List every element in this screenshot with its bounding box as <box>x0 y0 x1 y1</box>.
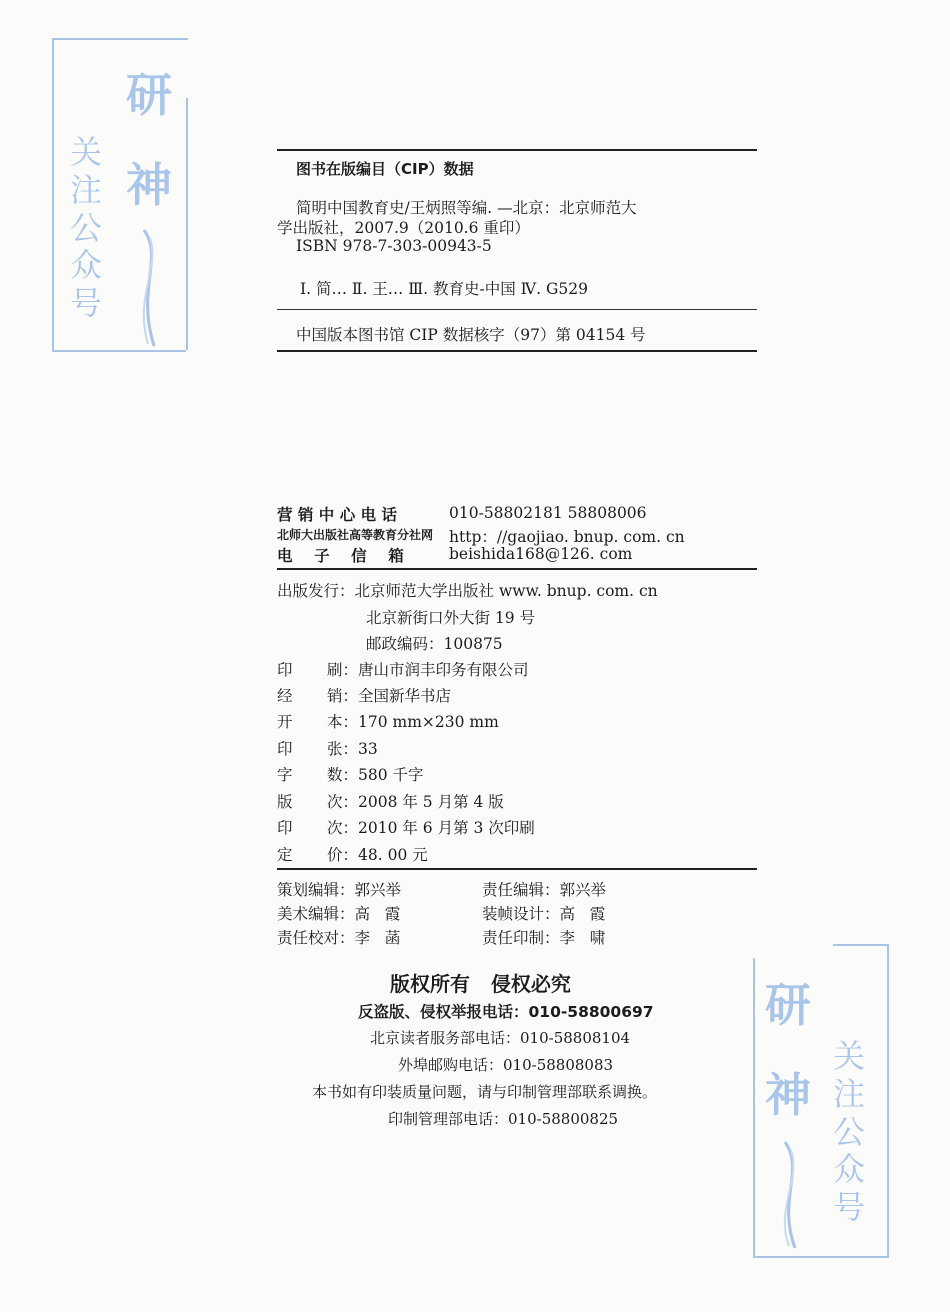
watermark-char: 神 <box>765 1068 811 1122</box>
spec-row <box>277 790 504 812</box>
watermark-column <box>66 134 106 323</box>
watermark-char: 注 <box>69 170 102 209</box>
spec-value: 唐山市润丰印务有限公司 <box>358 661 529 679</box>
cip-classification: Ⅰ. 简… Ⅱ. 王… Ⅲ. 教育史-中国 Ⅳ. G529 <box>300 280 588 298</box>
spec-label: 字 数： <box>277 766 358 784</box>
rights-reader-service: 北京读者服务部电话：010-58808104 <box>370 1029 631 1047</box>
watermark-char: 关 <box>69 133 102 171</box>
watermark-bottom-right <box>753 944 893 1259</box>
spec-label: 印 次： <box>277 819 358 837</box>
spec-value: 580 千字 <box>358 766 424 784</box>
editor-binding: 装帧设计：高 霞 <box>482 905 606 923</box>
cip-isbn: ISBN 978-7-303-00943-5 <box>296 237 492 255</box>
watermark-swirl-icon <box>130 228 170 348</box>
cip-divider <box>277 309 757 310</box>
watermark-char: 关 <box>832 1037 865 1075</box>
contact-web-label: 北师大出版社高等教育分社网 <box>277 528 434 542</box>
contact-sales-value: 010-58802181 58808006 <box>449 504 647 522</box>
watermark-line <box>186 98 188 350</box>
editor-proof: 责任校对：李 菡 <box>277 929 401 947</box>
rights-quality: 本书如有印装质量问题，请与印制管理部联系调换。 <box>312 1083 658 1101</box>
spec-label: 印 张： <box>277 740 358 758</box>
contact-sales-label: 营 销 中 心 电 话 <box>277 506 397 524</box>
spec-row <box>277 737 378 759</box>
rights-print-dept: 印制管理部电话：010-58800825 <box>388 1110 619 1128</box>
spec-value: 33 <box>358 740 378 758</box>
spec-label: 开 本： <box>277 713 358 731</box>
contact-rule <box>277 568 757 570</box>
publisher-address: 北京新街口外大街 19 号 <box>366 609 536 627</box>
watermark-char: 号 <box>69 284 102 322</box>
publish-rule <box>277 868 757 870</box>
spec-row <box>277 763 424 785</box>
editor-art: 美术编辑：高 霞 <box>277 905 401 923</box>
cip-line: 简明中国教育史/王炳照等编. —北京：北京师范大 <box>296 199 637 217</box>
watermark-char: 研 <box>126 68 172 122</box>
watermark-swirl-icon <box>771 1140 811 1250</box>
spec-label: 版 次： <box>277 793 358 811</box>
watermark-frame <box>833 944 887 966</box>
rights-anti-piracy: 反盗版、侵权举报电话：010-58800697 <box>358 1003 654 1021</box>
editor-printing: 责任印制：李 啸 <box>482 929 606 947</box>
contact-email-value: beishida168@126. com <box>449 545 633 563</box>
spec-row <box>277 843 428 865</box>
watermark-char: 公 <box>69 208 102 247</box>
spec-value: 2010 年 6 月第 3 次印刷 <box>358 819 535 837</box>
spec-label: 印 刷： <box>277 661 358 679</box>
rights-title: 版权所有 侵权必究 <box>390 972 571 996</box>
rights-mail-order: 外埠邮购电话：010-58808083 <box>398 1056 614 1074</box>
watermark-char: 公 <box>832 1112 865 1151</box>
watermark-top-left <box>52 38 192 353</box>
spec-value: 48. 00 元 <box>358 846 428 864</box>
cip-bottom-rule <box>277 350 757 352</box>
cip-top-rule <box>277 149 757 151</box>
spec-value: 170 mm×230 mm <box>358 713 499 731</box>
watermark-char: 号 <box>832 1188 865 1226</box>
cip-heading: 图书在版编目（CIP）数据 <box>296 160 474 178</box>
editor-planning: 策划编辑：郭兴举 <box>277 881 402 899</box>
watermark-char: 神 <box>126 158 172 212</box>
publisher-postcode: 邮政编码：100875 <box>366 635 503 653</box>
spec-label: 经 销： <box>277 687 358 705</box>
spec-row <box>277 816 535 838</box>
watermark-char: 众 <box>832 1150 865 1189</box>
spec-value: 全国新华书店 <box>358 687 452 705</box>
spec-row <box>277 658 529 680</box>
spec-value: 2008 年 5 月第 4 版 <box>358 793 504 811</box>
watermark-line <box>52 38 54 350</box>
contact-web-value: http：//gaojiao. bnup. com. cn <box>449 528 685 546</box>
publisher-row <box>277 579 658 601</box>
spec-row <box>277 710 499 732</box>
cip-line: 学出版社，2007.9（2010.6 重印） <box>277 219 530 237</box>
spec-label: 定 价： <box>277 846 358 864</box>
publisher-label: 出版发行： <box>277 582 355 600</box>
watermark-char: 众 <box>69 246 102 285</box>
watermark-column <box>829 1038 869 1227</box>
watermark-char: 注 <box>832 1074 865 1113</box>
editor-responsible: 责任编辑：郭兴举 <box>482 881 607 899</box>
publisher-value: 北京师范大学出版社 www. bnup. com. cn <box>354 582 658 600</box>
spec-row <box>277 684 451 706</box>
cip-data-check: 中国版本图书馆 CIP 数据核字（97）第 04154 号 <box>296 326 646 344</box>
contact-email-label: 电 子 信 箱 <box>277 547 404 565</box>
watermark-char: 研 <box>765 978 811 1032</box>
